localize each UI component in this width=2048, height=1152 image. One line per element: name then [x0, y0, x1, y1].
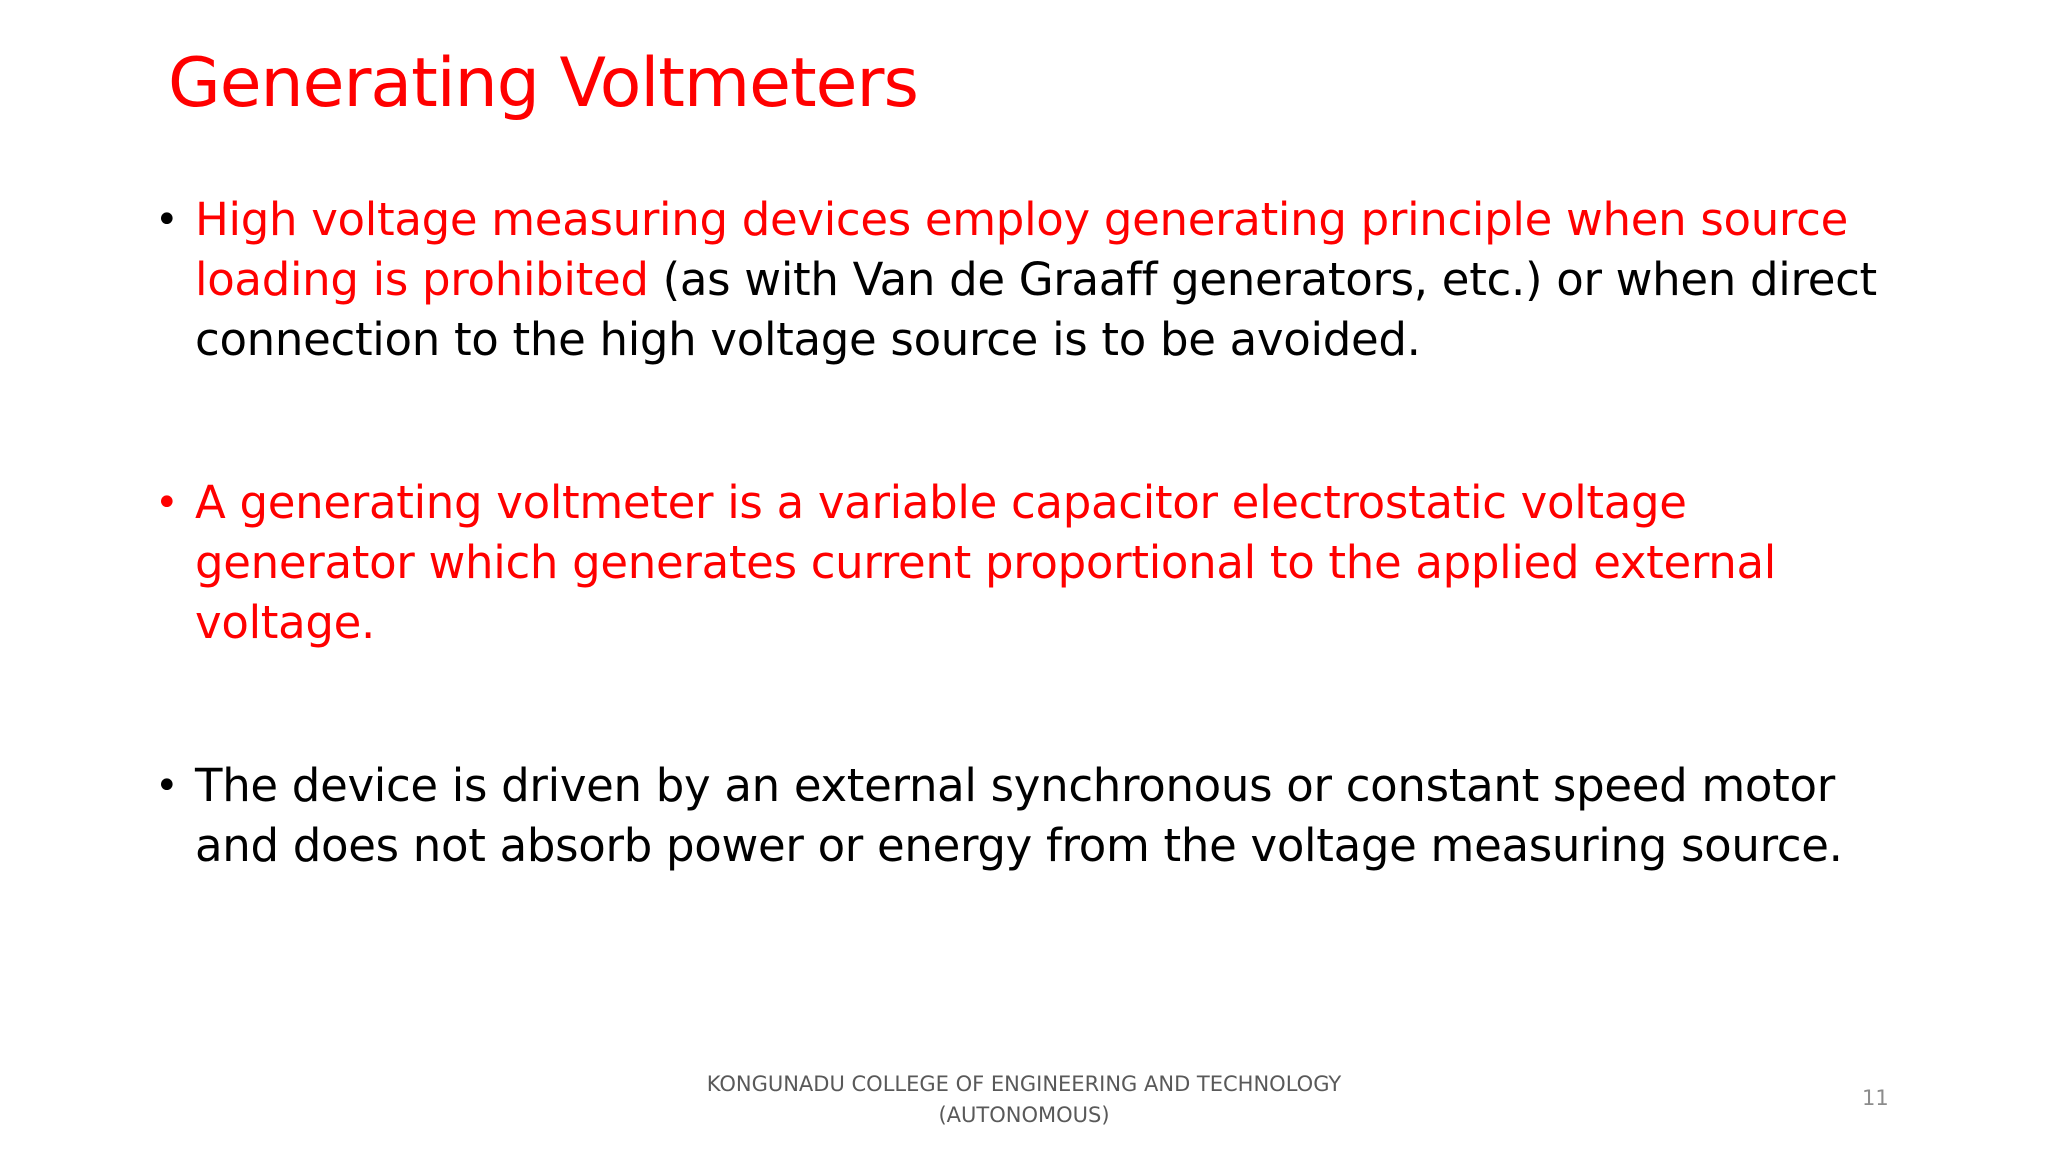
bullet-text: The device is driven by an external synchronous or constant speed motor and does not absorb power or energy from the voltage measuring source. [195, 759, 1843, 872]
bullet-item [155, 190, 1915, 370]
bullet-text-emphasis: High voltage measuring devices employ generating principle when source loading is prohibited [195, 193, 1848, 306]
bullet-point-icon: • [155, 197, 179, 243]
bullet-text-emphasis: A generating voltmeter is a variable capacitor electrostatic voltage generator which generates current proportional to the applied external voltage. [195, 476, 1777, 649]
footer-institution-status: (AUTONOMOUS) [938, 1103, 1110, 1127]
bullet-list [155, 190, 1915, 876]
slide-number: 11 [1862, 1086, 1889, 1110]
bullet-text: (as with Van de Graaff generators, etc.) or when direct connection to the high voltage source is to be avoided. [195, 253, 1877, 366]
bullet-item [155, 473, 1915, 653]
footer-institution: KONGUNADU COLLEGE OF ENGINEERING AND TECHNOLOGY [706, 1072, 1342, 1096]
slide-title: Generating Voltmeters [168, 44, 918, 123]
bullet-point-icon: • [155, 763, 179, 809]
bullet-point-icon: • [155, 480, 179, 526]
bullet-item [155, 756, 1915, 876]
slide-footer [674, 1069, 1374, 1131]
